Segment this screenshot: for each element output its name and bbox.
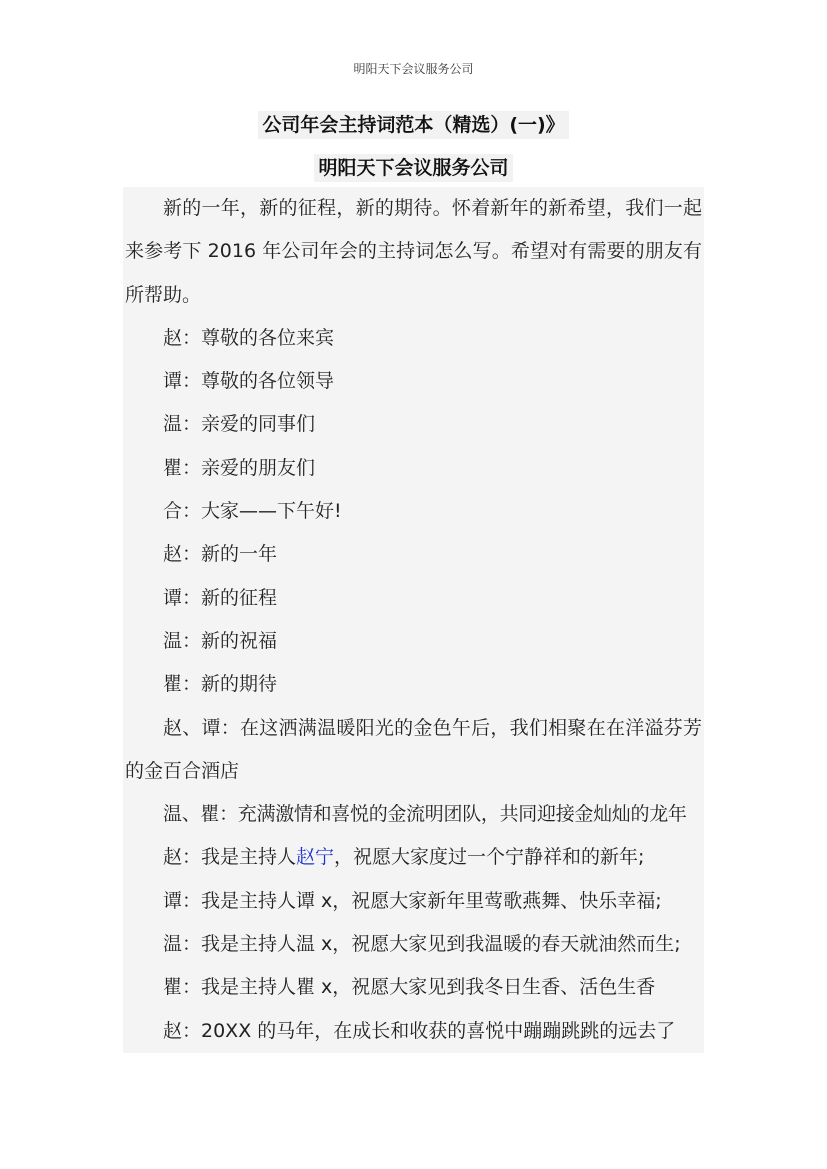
dialogue-line-qu-intro: 瞿：我是主持人瞿 x，祝愿大家见到我冬日生香、活色生香	[163, 976, 656, 999]
dialogue-line: 赵：新的一年	[163, 543, 278, 566]
document-body	[123, 187, 704, 1053]
dialogue-paragraph-wen-qu: 温、瞿：充满激情和喜悦的金流明团队，共同迎接金灿灿的龙年	[163, 803, 687, 826]
dialogue-line: 温：亲爱的同事们	[163, 413, 316, 436]
document-subtitle: 明阳天下会议服务公司	[0, 153, 827, 180]
intro-paragraph: 新的一年，新的征程，新的期待。怀着新年的新希望，我们一起来参考下 2016 年公司年会的主持词怎么写。希望对有需要的朋友有所帮助。	[125, 197, 702, 306]
dialogue-line: 谭：尊敬的各位领导	[163, 370, 335, 393]
dialogue-line: 瞿：亲爱的朋友们	[163, 456, 316, 479]
dialogue-line: 赵：尊敬的各位来宾	[163, 326, 335, 349]
host-name-link[interactable]: 赵宁	[296, 846, 335, 869]
dialogue-line: 瞿：新的期待	[163, 673, 278, 696]
dialogue-line: 温：新的祝福	[163, 629, 278, 652]
dialogue-line: 合：大家——下午好!	[163, 500, 342, 523]
dialogue-line-zhao-last: 赵：20XX 的马年，在成长和收获的喜悦中蹦蹦跳跳的远去了	[163, 1019, 676, 1042]
dialogue-line-wen-intro: 温：我是主持人温 x，祝愿大家见到我温暖的春天就油然而生;	[163, 933, 681, 956]
dialogue-line-zhao-intro: 赵：我是主持人赵宁，祝愿大家度过一个宁静祥和的新年;	[163, 846, 645, 869]
dialogue-line-tan-intro: 谭：我是主持人谭 x，祝愿大家新年里莺歌燕舞、快乐幸福;	[163, 889, 662, 912]
document-title: 公司年会主持词范本（精选）(一)》	[0, 110, 827, 137]
dialogue-line: 谭：新的征程	[163, 586, 278, 609]
page-header: 明阳天下会议服务公司	[353, 62, 474, 76]
dialogue-paragraph-zhao-tan: 赵、谭：在这洒满温暖阳光的金色午后，我们相聚在在洋溢芬芳的金百合酒店	[125, 716, 702, 782]
